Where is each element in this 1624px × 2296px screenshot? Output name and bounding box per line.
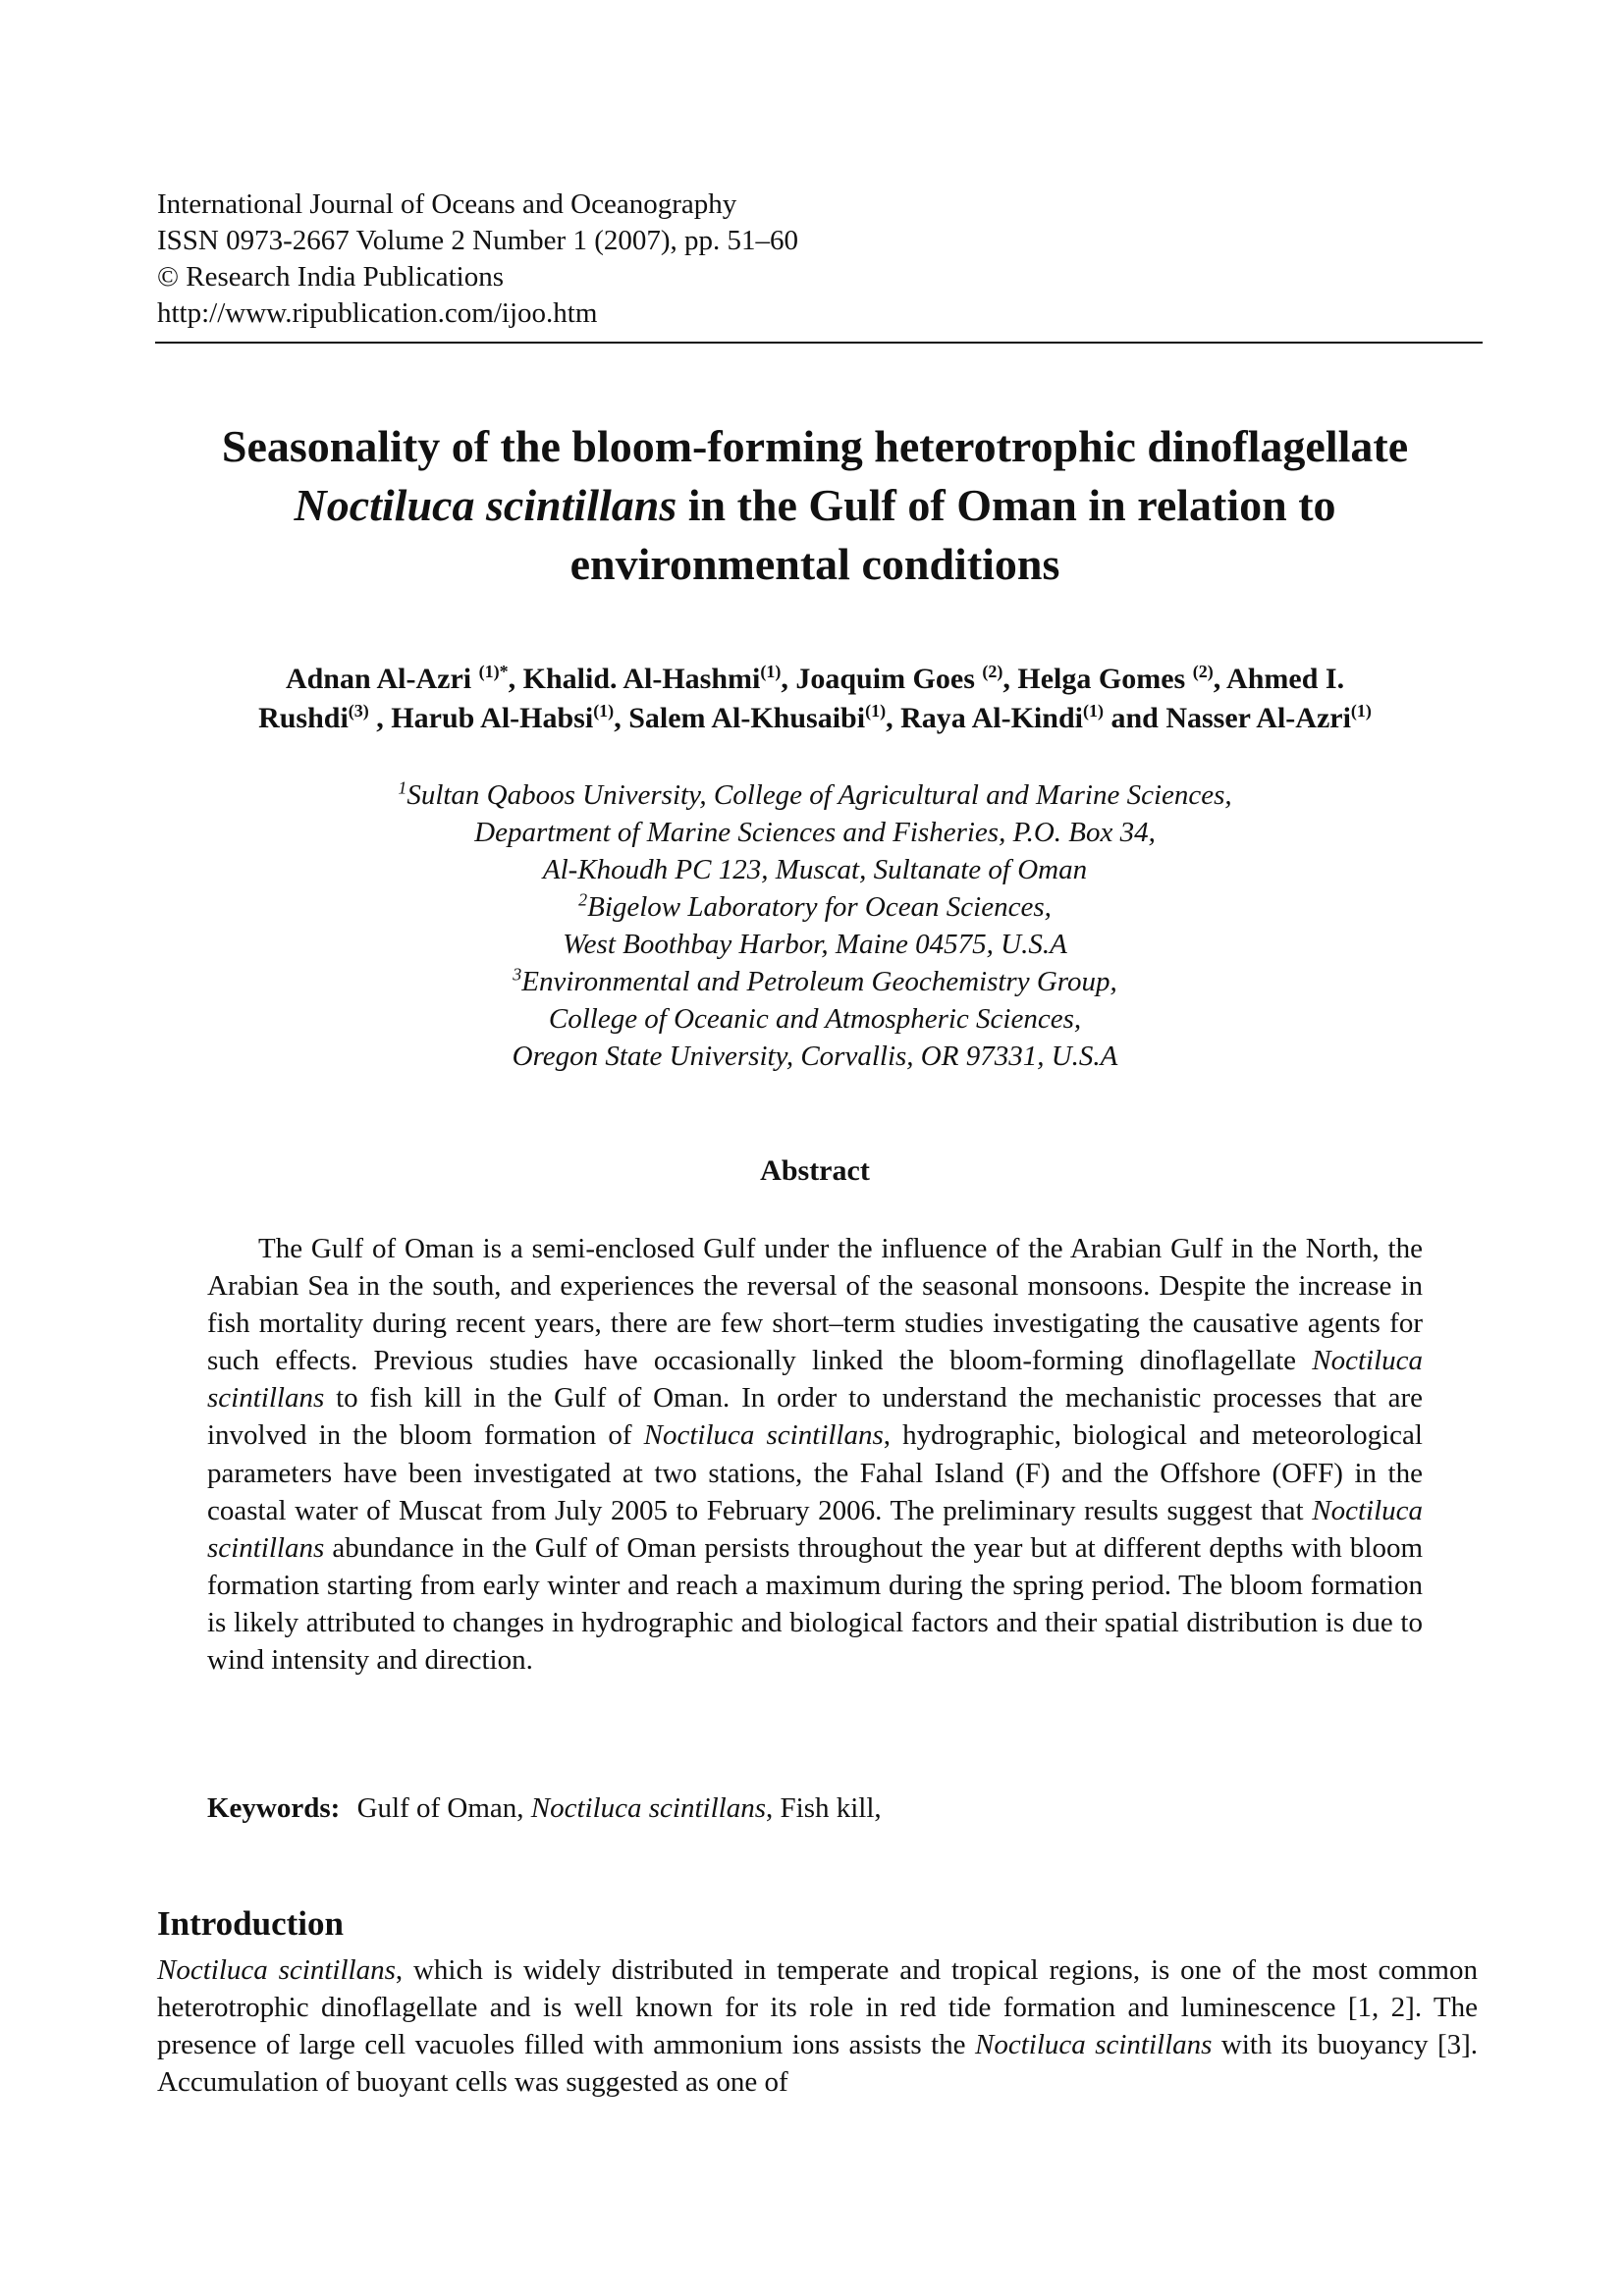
affiliation-line — [157, 963, 1473, 1000]
author-name: , Harub Al-Habsi — [368, 702, 594, 734]
author-affil-mark: (2) — [1192, 662, 1214, 681]
author-name: , Ahmed I. — [1213, 663, 1345, 695]
keywords-line — [207, 1792, 1423, 1825]
affiliation-line: College of Oceanic and Atmospheric Sciences, — [548, 1003, 1082, 1035]
issn-line: ISSN 0973-2667 Volume 2 Number 1 (2007), pp. 51–60 — [157, 225, 799, 256]
species-name: Noctiluca scintillans — [207, 1494, 1423, 1564]
introduction-paragraph — [157, 1951, 1478, 2101]
journal-name: International Journal of Oceans and Oceanography — [157, 188, 737, 220]
paper-title — [157, 417, 1473, 594]
author-list — [157, 660, 1473, 738]
species-name: Noctiluca scintillans — [157, 1954, 396, 1986]
journal-header — [157, 187, 1483, 332]
affil-number: 2 — [578, 889, 588, 910]
author-affil-mark: (1) — [1350, 701, 1372, 721]
affiliation-line: Oregon State University, Corvallis, OR 97331, U.S.A — [512, 1041, 1118, 1072]
author-name: , Salem Al-Khusaibi — [614, 702, 866, 734]
affiliation-line: West Boothbay Harbor, Maine 04575, U.S.A — [563, 929, 1067, 960]
abstract-body — [207, 1230, 1423, 1679]
title-line-2-rest: in the Gulf of Oman in relation to — [677, 480, 1336, 530]
species-name: Noctiluca scintillans — [975, 2029, 1213, 2061]
abstract-text: to fish kill in the Gulf of Oman. In order to understand the mechanistic processes that are involved in the bloom formation of — [207, 1382, 1423, 1452]
abstract-text: abundance in the Gulf of Oman persists throughout the year but at different depths with bloom formation starting from early winter and reach a maximum during the spring period. The bloom formation is likely attributed to changes in hydrographic and biological factors and their spatial distribution is due to wind intensity and direction. — [207, 1531, 1423, 1677]
introduction-text: with its buoyancy [3]. Accumulation of buoyant cells was suggested as one of — [157, 2029, 1479, 2099]
introduction-heading: Introduction — [157, 1904, 344, 1943]
keyword: , Fish kill, — [766, 1792, 882, 1824]
author-name: , Helga Gomes — [1002, 663, 1193, 695]
author-line-1 — [157, 660, 1473, 699]
keyword: Gulf of Oman, — [350, 1792, 531, 1824]
abstract-text: , hydrographic, biological and meteorological parameters have been investigated at two stations, the Fahal Island (F) and the Offshore (OFF) in the coastal water of Muscat from July 2005 to February 2006. The preliminary results suggest that — [207, 1419, 1423, 1526]
introduction-text: , which is widely distributed in temperate and tropical regions, is one of the most common heterotrophic dinoflagellate and is well known for its role in red tide formation and luminescence [1, 2]. The presence of large cell vacuoles filled with ammonium ions assists the — [157, 1954, 1478, 2061]
author-name: Rushdi — [258, 702, 349, 734]
keywords-label: Keywords: — [207, 1792, 341, 1824]
title-line-3: environmental conditions — [569, 539, 1060, 589]
title-line-2 — [157, 476, 1473, 535]
author-affil-mark: (1) — [1082, 701, 1104, 721]
affiliation-line — [157, 888, 1473, 926]
author-name: , Joaquim Goes — [781, 663, 983, 695]
title-species: Noctiluca scintillans — [294, 480, 677, 530]
species-name: Noctiluca scintillans — [207, 1345, 1423, 1415]
introduction-body — [157, 1951, 1478, 2101]
author-name: Adnan Al-Azri — [285, 663, 479, 695]
journal-url[interactable]: http://www.ripublication.com/ijoo.htm — [157, 297, 598, 329]
abstract-heading: Abstract — [760, 1154, 870, 1187]
affiliation-line: Al-Khoudh PC 123, Muscat, Sultanate of Oman — [542, 854, 1088, 885]
author-affil-mark: (1) — [760, 662, 782, 681]
author-name: and Nasser Al-Azri — [1103, 702, 1351, 734]
author-affil-mark: (1) — [593, 701, 615, 721]
affiliation-line — [157, 776, 1473, 814]
affiliation-line: Department of Marine Sciences and Fisheries, P.O. Box 34, — [474, 817, 1156, 848]
keyword-species: Noctiluca scintillans — [530, 1792, 767, 1824]
affil-text: Sultan Qaboos University, College of Agricultural and Marine Sciences, — [406, 779, 1232, 811]
title-line-1: Seasonality of the bloom-forming heterotrophic dinoflagellate — [221, 421, 1409, 471]
author-affil-mark: (2) — [982, 662, 1003, 681]
header-rule — [155, 342, 1483, 344]
author-name: , Khalid. Al-Hashmi — [508, 663, 761, 695]
abstract-paragraph — [207, 1230, 1423, 1679]
author-affil-mark: (1)* — [478, 662, 509, 681]
author-affil-mark: (1) — [865, 701, 887, 721]
species-name: Noctiluca scintillans — [643, 1419, 884, 1452]
affil-number: 1 — [398, 777, 407, 798]
affil-number: 3 — [513, 964, 522, 985]
affil-text: Bigelow Laboratory for Ocean Sciences, — [587, 891, 1052, 923]
affiliations — [157, 776, 1473, 1075]
affil-text: Environmental and Petroleum Geochemistry Group, — [521, 966, 1117, 997]
author-line-2 — [157, 699, 1473, 738]
author-name: , Raya Al-Kindi — [886, 702, 1083, 734]
author-affil-mark: (3) — [348, 701, 369, 721]
abstract-text: The Gulf of Oman is a semi-enclosed Gulf under the influence of the Arabian Gulf in the North, the Arabian Sea in the south, and experiences the reversal of the seasonal monsoons. Despite the increase in fish mortality during recent years, there are few short–term studies investigating the causative agents for such effects. Previous studies have occasionally linked the bloom-forming dinoflagellate — [207, 1233, 1423, 1377]
publisher-line: © Research India Publications — [157, 261, 505, 293]
